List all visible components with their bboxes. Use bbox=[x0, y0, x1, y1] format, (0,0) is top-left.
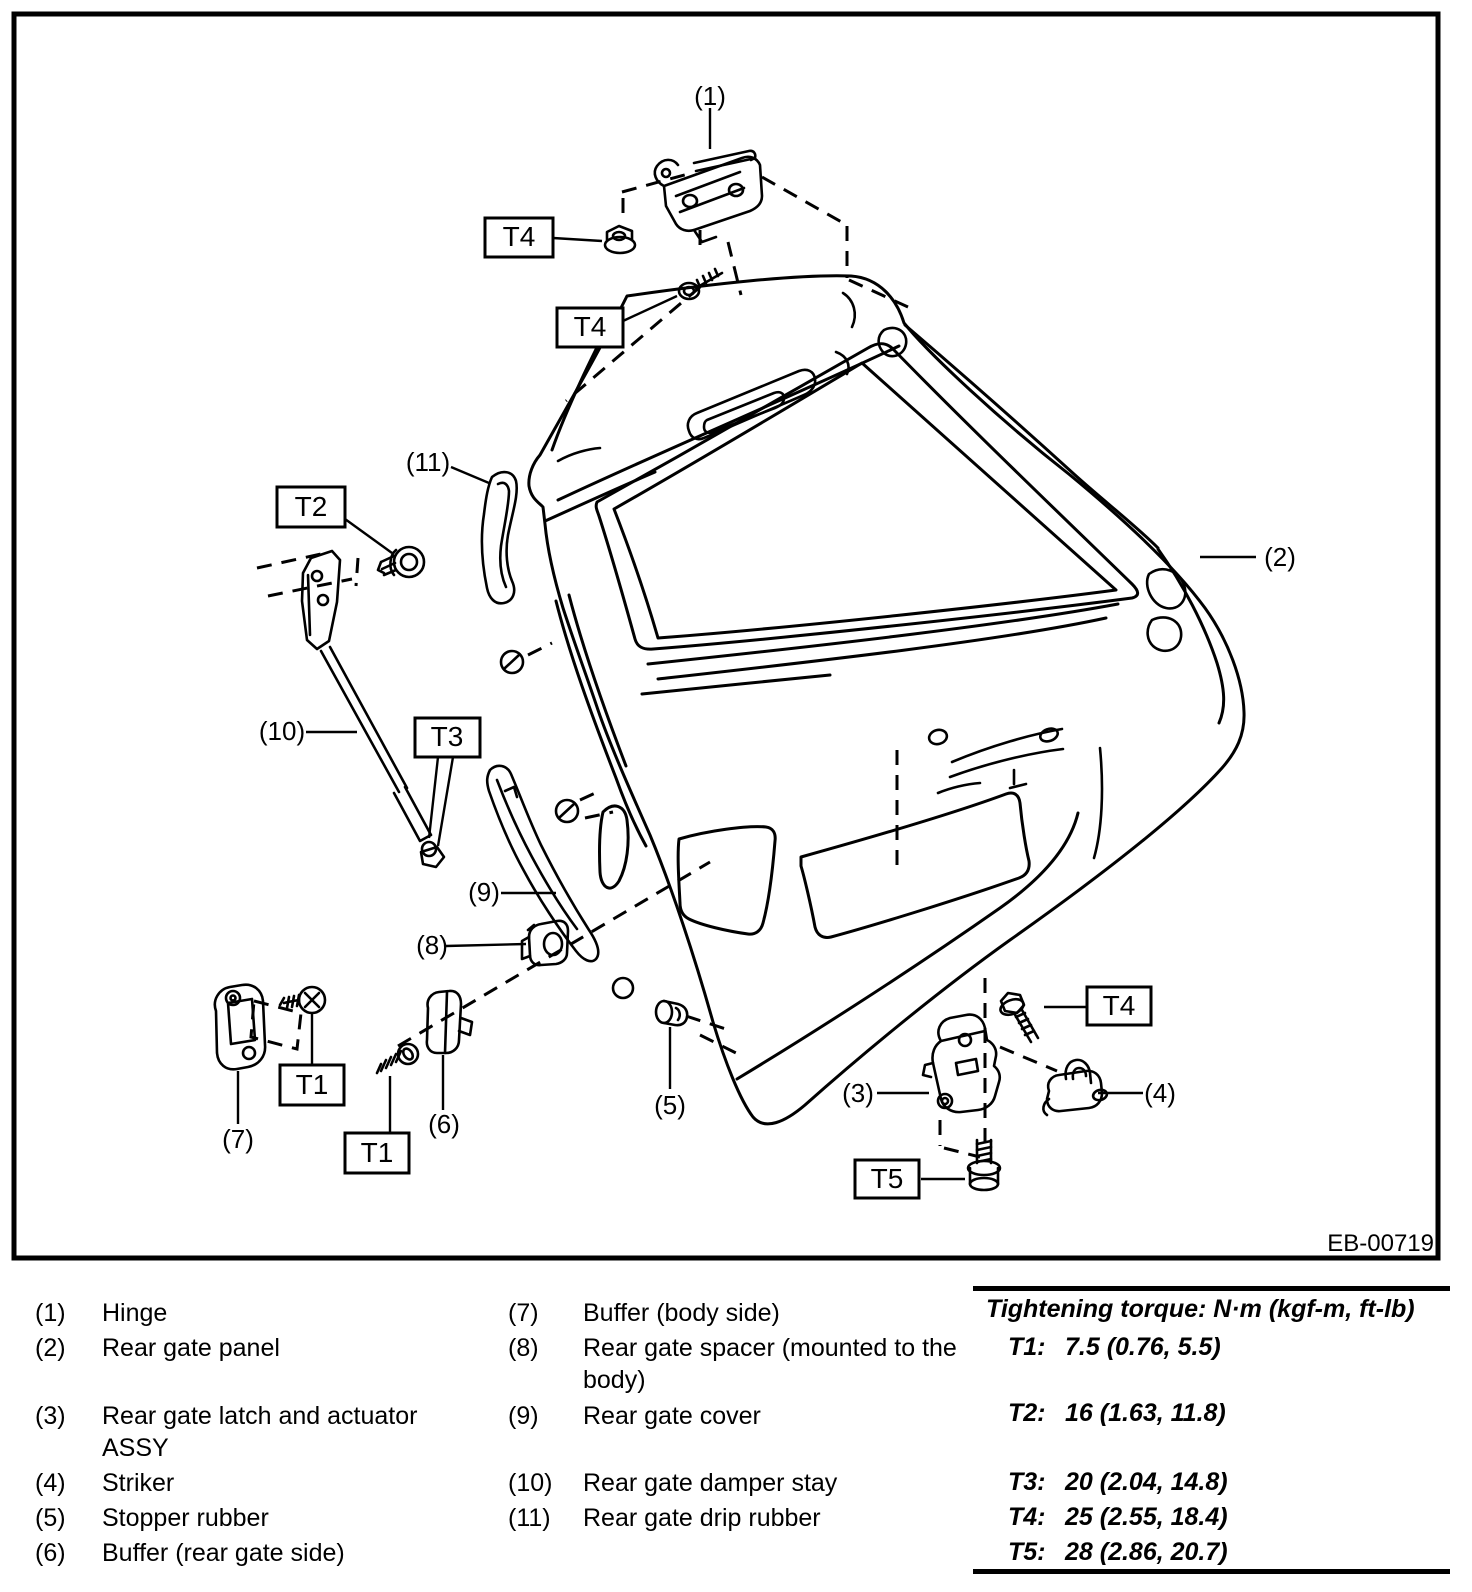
svg-text:T4: T4 bbox=[1102, 990, 1136, 1021]
legend-num: (6) bbox=[35, 1539, 66, 1567]
legend-label: Buffer (rear gate side) bbox=[102, 1539, 345, 1567]
damper-stay-bolt bbox=[378, 547, 424, 577]
license-plate-recess bbox=[801, 793, 1029, 938]
callout-3: (3) bbox=[842, 1078, 874, 1108]
svg-text:T2: T2 bbox=[294, 491, 328, 522]
legend-num: (5) bbox=[35, 1504, 66, 1532]
torque-table-top-rule bbox=[973, 1286, 1450, 1291]
legend-label: Rear gate cover bbox=[583, 1402, 761, 1430]
torque-row-id: T1: bbox=[1008, 1333, 1046, 1361]
legend-label: Rear gate drip rubber bbox=[583, 1504, 821, 1532]
assembly-dashed-lines bbox=[251, 174, 1057, 1157]
legend-label: Rear gate panel bbox=[102, 1334, 280, 1362]
callout-6: (6) bbox=[428, 1109, 460, 1139]
callout-8: (8) bbox=[416, 930, 448, 960]
legend-num: (10) bbox=[508, 1469, 553, 1497]
legend-label: Rear gate latch and actuator ASSY bbox=[102, 1402, 418, 1462]
svg-text:T4: T4 bbox=[502, 221, 536, 252]
torque-row-value: 7.5 (0.76, 5.5) bbox=[1065, 1333, 1221, 1361]
window-opening bbox=[596, 344, 1137, 650]
torque-row-value: 28 (2.86, 20.7) bbox=[1065, 1538, 1228, 1566]
legend-label: Stopper rubber bbox=[102, 1504, 269, 1532]
legend-num: (7) bbox=[508, 1299, 539, 1327]
gate-cover-part bbox=[487, 766, 598, 961]
torque-box-t5 bbox=[855, 1160, 919, 1198]
buffer-screw-upper bbox=[280, 987, 325, 1013]
stopper-rubber-part bbox=[656, 1001, 687, 1025]
torque-row-value: 16 (1.63, 11.8) bbox=[1065, 1399, 1226, 1427]
buffer-screw-lower bbox=[377, 1044, 418, 1073]
buffer-gate-side-part bbox=[427, 991, 472, 1053]
torque-row-id: T5: bbox=[1008, 1538, 1046, 1566]
legend-label: Buffer (body side) bbox=[583, 1299, 780, 1327]
legend-num: (1) bbox=[35, 1299, 66, 1327]
callout-11: (11) bbox=[405, 447, 451, 477]
torque-box-t1-lower bbox=[345, 1133, 409, 1173]
callout-2: (2) bbox=[1264, 542, 1296, 572]
buffer-body-side-part bbox=[215, 985, 265, 1070]
torque-row-id: T2: bbox=[1008, 1399, 1046, 1427]
svg-text:T1: T1 bbox=[360, 1137, 394, 1168]
svg-text:T3: T3 bbox=[430, 721, 464, 752]
latch-actuator-part bbox=[923, 1015, 1000, 1112]
figure-border bbox=[14, 14, 1438, 1258]
gate-spacer-part bbox=[522, 921, 568, 965]
torque-row-value: 20 (2.04, 14.8) bbox=[1065, 1468, 1228, 1496]
torque-box-t4-striker bbox=[1087, 987, 1151, 1025]
torque-row-value: 25 (2.55, 18.4) bbox=[1065, 1503, 1228, 1531]
callout-9: (9) bbox=[468, 877, 500, 907]
legend-label: Striker bbox=[102, 1469, 175, 1497]
torque-box-t3 bbox=[415, 718, 480, 757]
legend-num: (2) bbox=[35, 1334, 66, 1362]
legend-num: (9) bbox=[508, 1402, 539, 1430]
torque-box-t4-hinge-nut bbox=[485, 218, 553, 257]
latch-bolt bbox=[968, 1140, 1000, 1190]
svg-text:T5: T5 bbox=[870, 1163, 904, 1194]
callout-10: (10) bbox=[258, 716, 306, 746]
callout-7: (7) bbox=[222, 1124, 254, 1154]
legend-num: (3) bbox=[35, 1402, 66, 1430]
drip-rubber-part bbox=[482, 472, 517, 603]
legend-label: Hinge bbox=[102, 1299, 168, 1327]
striker-bolt bbox=[998, 993, 1038, 1042]
hinge-part bbox=[655, 151, 762, 242]
callout-4: (4) bbox=[1144, 1078, 1176, 1108]
svg-text:T1: T1 bbox=[295, 1069, 329, 1100]
torque-row-id: T4: bbox=[1008, 1503, 1046, 1531]
torque-table-title: Tightening torque: N·m (kgf-m, ft-lb) bbox=[986, 1295, 1415, 1323]
figure-code: EB-00719 bbox=[1327, 1230, 1434, 1257]
torque-box-t2 bbox=[277, 487, 345, 527]
legend-num: (4) bbox=[35, 1469, 66, 1497]
hinge-nut bbox=[605, 226, 635, 253]
torque-row-id: T3: bbox=[1008, 1468, 1046, 1496]
svg-text:T4: T4 bbox=[573, 311, 607, 342]
body-hole bbox=[613, 978, 633, 998]
damper-stay-part bbox=[302, 551, 444, 867]
torque-box-t4-hinge-bolt bbox=[557, 308, 623, 347]
legend-num: (8) bbox=[508, 1334, 539, 1362]
torque-box-t1-upper bbox=[280, 1065, 344, 1105]
legend-label: Rear gate damper stay bbox=[583, 1469, 838, 1497]
legend-num: (11) bbox=[508, 1504, 551, 1532]
callout-1: (1) bbox=[694, 81, 726, 111]
callout-5: (5) bbox=[654, 1090, 686, 1120]
torque-tag-boxes bbox=[277, 218, 1151, 1198]
torque-table-bottom-rule bbox=[973, 1569, 1450, 1574]
legend-label: Rear gate spacer (mounted to the body) bbox=[583, 1334, 957, 1394]
